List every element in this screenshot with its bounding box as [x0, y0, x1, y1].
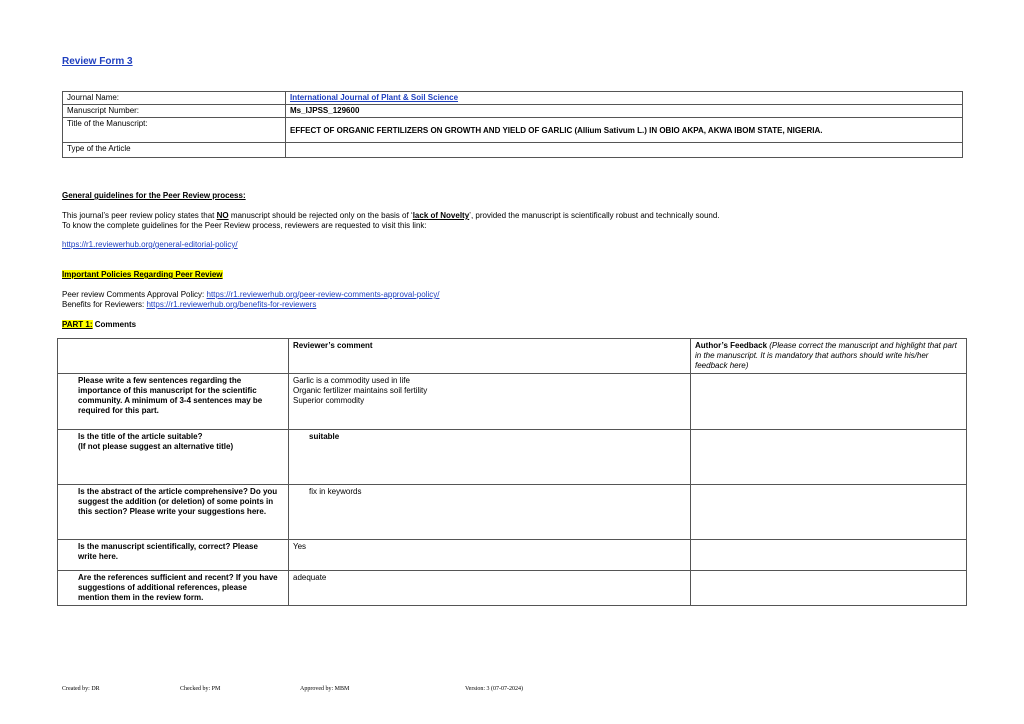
comment-row [58, 571, 967, 606]
question: Is the manuscript scientifically, correct? Please write here. [58, 540, 289, 571]
form-title: Review Form 3 [62, 56, 133, 67]
benefits-link[interactable]: https://r1.reviewerhub.org/benefits-for-reviewers [146, 300, 317, 309]
question: Are the references sufficient and recent? If you have suggestions of additional references, please mention them in the review form. [58, 571, 289, 606]
reviewer-comment: adequate [289, 571, 691, 606]
question: Is the title of the article suitable? (If not please suggest an alternative title) [58, 430, 289, 485]
info-label: Title of the Manuscript: [63, 118, 286, 143]
question: Is the abstract of the article comprehensive? Do you suggest the addition (or deletion) of some points in this section? Please write your suggestions here. [58, 485, 289, 540]
author-feedback-header: Author’s Feedback (Please correct the manuscript and highlight that part in the manuscript. It is mandatory that authors should write his/her feedback here) [691, 339, 967, 374]
reviewer-comment: Garlic is a commodity used in life Organic fertilizer maintains soil fertility Superior commodity [289, 374, 691, 430]
comment-row [58, 540, 967, 571]
part1-heading: PART 1: Comments [62, 320, 137, 329]
footer-checked: Checked by: PM [180, 686, 221, 692]
author-feedback-cell[interactable] [691, 485, 967, 540]
manuscript-title: EFFECT OF ORGANIC FERTILIZERS ON GROWTH AND YIELD OF GARLIC (Allium Sativum L.) IN OBIO AKPA, AKWA IBOM STATE, NIGERIA. [286, 118, 963, 143]
editorial-policy-link[interactable]: https://r1.reviewerhub.org/general-editorial-policy/ [62, 240, 238, 249]
guidelines-text: This journal’s peer review policy states that NO manuscript should be rejected only on the basis of ‘lack of Novelty’, provided the manuscript is scientifically robust and technically sound. To know the complete guidelines for the Peer Review process, reviewers are requested to visit this link: [62, 211, 720, 230]
footer-approved: Approved by: MBM [300, 686, 350, 692]
footer-version: Version: 3 (07-07-2024) [465, 686, 523, 692]
policies-heading: Important Policies Regarding Peer Review [62, 270, 223, 279]
article-type [286, 143, 963, 158]
info-row-journal [63, 92, 963, 105]
comment-row [58, 485, 967, 540]
author-feedback-cell[interactable] [691, 540, 967, 571]
reviewer-comment: Yes [289, 540, 691, 571]
comments-table [57, 338, 967, 606]
manuscript-number: Ms_IJPSS_129600 [286, 105, 963, 118]
info-label: Manuscript Number: [63, 105, 286, 118]
comment-row [58, 374, 967, 430]
policies-text: Peer review Comments Approval Policy: https://r1.reviewerhub.org/peer-review-comments-approval-policy/ Benefits for Reviewers: https://r1.reviewerhub.org/benefits-for-reviewers [62, 290, 440, 309]
info-row-manuscript-number [63, 105, 963, 118]
author-feedback-cell[interactable] [691, 571, 967, 606]
info-label: Journal Name: [63, 92, 286, 105]
author-feedback-cell[interactable] [691, 430, 967, 485]
info-row-title [63, 118, 963, 143]
journal-name-link[interactable]: International Journal of Plant & Soil Science [290, 93, 459, 102]
reviewer-comment-header: Reviewer’s comment [289, 339, 691, 374]
author-feedback-cell[interactable] [691, 374, 967, 430]
reviewer-comment: fix in keywords [289, 485, 691, 540]
footer-created: Created by: DR [62, 686, 100, 692]
approval-policy-link[interactable]: https://r1.reviewerhub.org/peer-review-comments-approval-policy/ [206, 290, 440, 299]
guidelines-heading: General guidelines for the Peer Review process: [62, 191, 246, 200]
comment-row [58, 430, 967, 485]
info-label: Type of the Article [63, 143, 286, 158]
question: Please write a few sentences regarding the importance of this manuscript for the scientific community. A minimum of 3-4 sentences may be required for this part. [58, 374, 289, 430]
reviewer-comment: suitable [289, 430, 691, 485]
manuscript-info-table [62, 91, 963, 158]
comments-header-row [58, 339, 967, 374]
info-row-type [63, 143, 963, 158]
